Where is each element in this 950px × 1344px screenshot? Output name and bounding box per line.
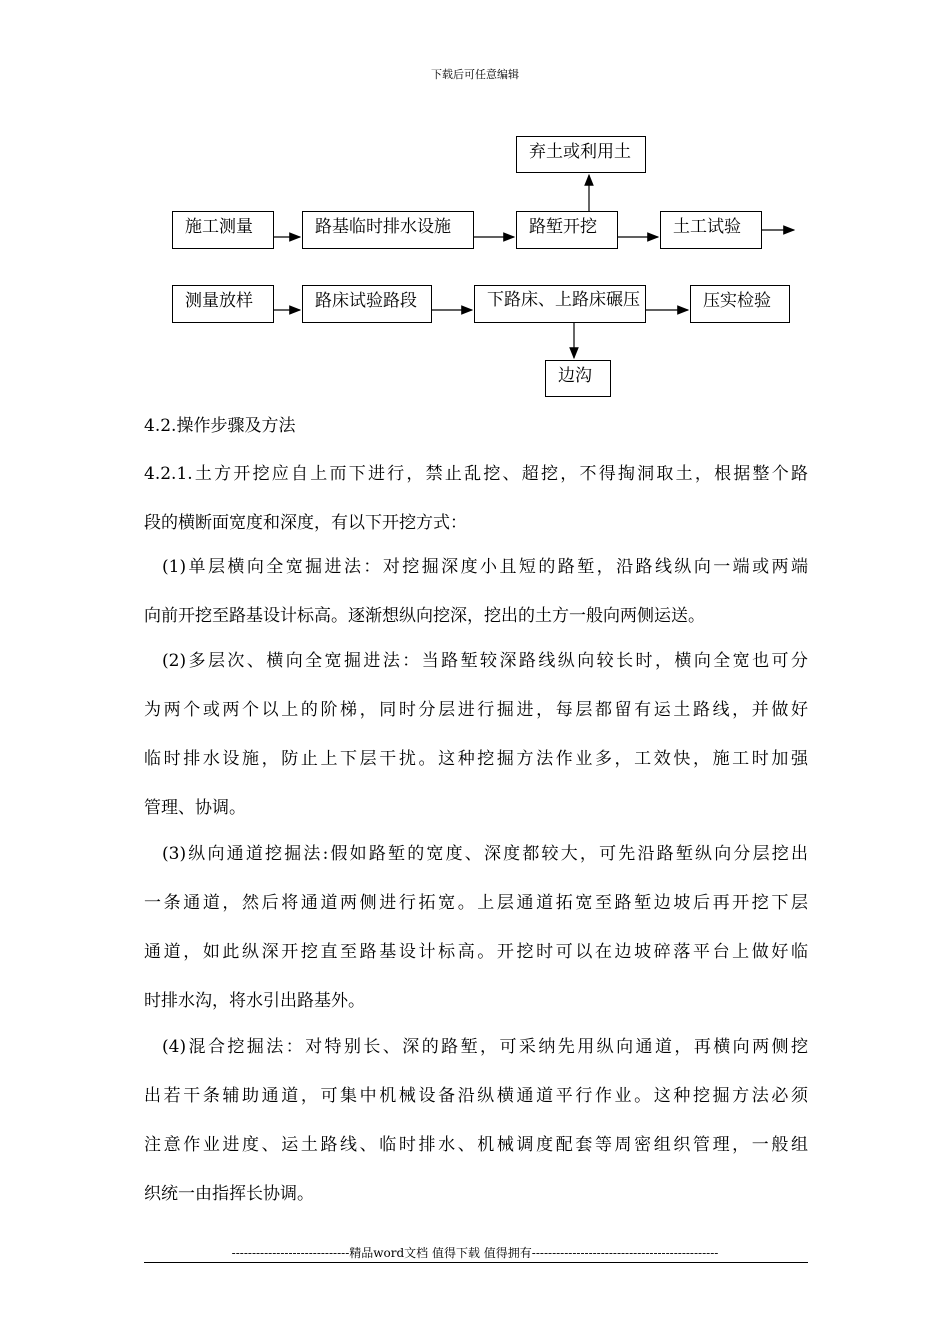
box-top: 弃土或利用土 [516, 136, 646, 173]
para3-line2: 为两个或两个以上的阶梯，同时分层进行掘进，每层都留有运土路线，并做好 [144, 700, 808, 720]
box-r2-1: 测量放样 [172, 285, 274, 323]
flowchart-connectors [0, 0, 950, 420]
box-r1-3: 路堑开挖 [516, 211, 618, 249]
page-header: 下载后可任意编辑 [431, 68, 519, 81]
para1-line1: 4.2.1.土方开挖应自上而下进行，禁止乱挖、超挖，不得掏洞取土，根据整个路 [144, 464, 808, 484]
box-r2-4: 压实检验 [690, 285, 790, 323]
para3-line4: 管理、协调。 [144, 798, 246, 818]
box-r1-1: 施工测量 [172, 211, 274, 249]
para5-line4: 织统一由指挥长协调。 [144, 1184, 314, 1204]
footer-rule [144, 1262, 808, 1263]
box-r2-3: 下路床、上路床碾压 [474, 285, 646, 323]
box-r1-2: 路基临时排水设施 [302, 211, 474, 249]
box-r1-4: 土工试验 [660, 211, 762, 249]
para2-line1: (1)单层横向全宽掘进法：对挖掘深度小且短的路堑，沿路线纵向一端或两端 [162, 557, 808, 577]
para4-line3: 通道，如此纵深开挖直至路基设计标高。开挖时可以在边坡碎落平台上做好临 [144, 942, 808, 962]
box-bottom: 边沟 [545, 360, 611, 397]
para5-line1: (4)混合挖掘法：对特别长、深的路堑，可采纳先用纵向通道，再横向两侧挖 [162, 1037, 808, 1057]
page-footer: -----------------------------精品word文档 值得下载 值得拥有---------------------------------------------- [231, 1246, 719, 1260]
para5-line2: 出若干条辅助通道，可集中机械设备沿纵横通道平行作业。这种挖掘方法必须 [144, 1086, 808, 1106]
para3-line1: (2)多层次、横向全宽掘进法：当路堑较深路线纵向较长时，横向全宽也可分 [162, 651, 808, 671]
para5-line3: 注意作业进度、运土路线、临时排水、机械调度配套等周密组织管理，一般组 [144, 1135, 808, 1155]
para1-line2: 段的横断面宽度和深度，有以下开挖方式： [144, 513, 467, 533]
para3-line3: 临时排水设施，防止上下层干扰。这种挖掘方法作业多，工效快，施工时加强 [144, 749, 808, 769]
para2-line2: 向前开挖至路基设计标高。逐渐想纵向挖深，挖出的土方一般向两侧运送。 [144, 606, 705, 626]
para4-line1: (3)纵向通道挖掘法:假如路堑的宽度、深度都较大，可先沿路堑纵向分层挖出 [162, 844, 808, 864]
para4-line4: 时排水沟，将水引出路基外。 [144, 991, 365, 1011]
section-title: 4.2.操作步骤及方法 [144, 416, 296, 436]
para4-line2: 一条通道，然后将通道两侧进行拓宽。上层通道拓宽至路堑边坡后再开挖下层 [144, 893, 808, 913]
box-r2-2: 路床试验路段 [302, 285, 432, 323]
